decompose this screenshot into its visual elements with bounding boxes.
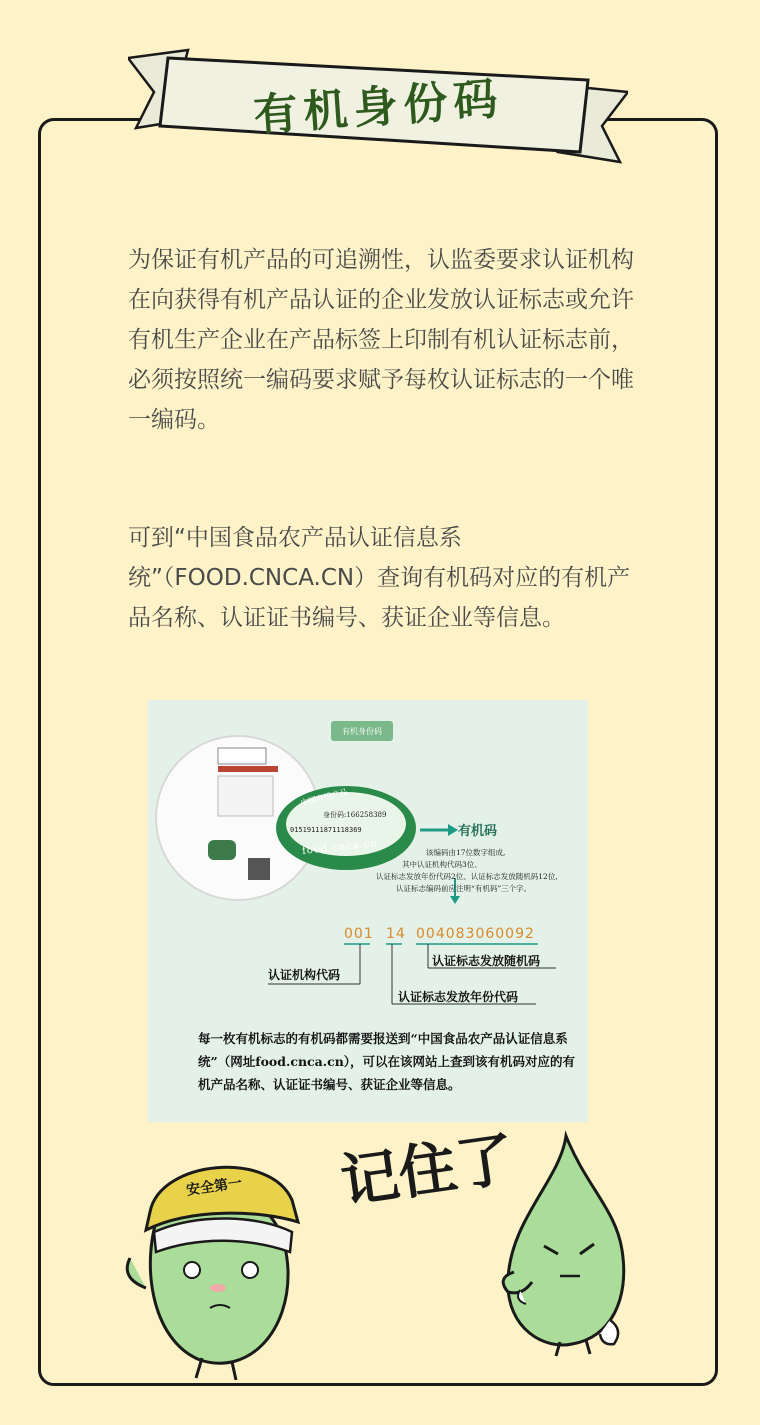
query-paragraph: 可到“中国食品农产品认证信息系统”（FOOD.CNCA.CN）查询有机码对应的有机产品名称、认证证书编号、获证企业等信息。 <box>128 525 631 631</box>
leaf-character <box>490 1130 640 1360</box>
code-random-part: 004083060092 <box>416 926 535 942</box>
arrow-label: 有机码 <box>458 824 498 839</box>
seal-top-text: 中国有机产品 <box>299 787 349 808</box>
code-org-part: 001 <box>344 926 374 942</box>
infographic-footer: 每一枚有机标志的有机码都需要报送到“中国食品农产品认证信息系统”（网址food.cnca.cn），可以在该网站上查到该有机码对应的有机产品名称、认证证书编号、获证企业等信息。 <box>198 1031 576 1092</box>
label-year-code: 认证标志发放年份代码 <box>398 990 519 1004</box>
seal-url: food.cnca.cn <box>301 838 379 857</box>
helmet-text: 安全第一 <box>185 1175 243 1199</box>
helmet-character <box>120 1140 320 1380</box>
explain-line-2: 其中认证机构代码3位、 <box>402 860 482 869</box>
intro-paragraph: 为保证有机产品的可追溯性，认监委要求认证机构在向获得有机产品认证的企业发放认证标志或允许有机生产企业在产品标签上印制有机认证标志前，必须按照统一编码要求赋予每枚认证标志的一个唯一编码。 <box>128 247 634 433</box>
explain-line-1: 该编码由17位数字组成, <box>426 848 506 857</box>
explain-line-3: 认证标志发放年份代码2位、认证标志发放随机码12位, <box>376 872 558 881</box>
infographic-tag: 有机身份码 <box>331 721 393 741</box>
remember-text: 记住了 <box>336 1124 519 1216</box>
organic-code-infographic <box>148 700 588 1122</box>
leaf-character-drawing <box>490 1130 640 1360</box>
title-banner <box>128 40 628 170</box>
label-random-code: 认证标志发放随机码 <box>432 954 541 968</box>
explain-line-4: 认证标志编码前应注明“有机码”三个字。 <box>396 884 532 893</box>
code-year-part: 14 <box>386 926 406 942</box>
seal-number: 01519111871118369 <box>290 826 362 834</box>
label-org-code: 认证机构代码 <box>268 968 341 982</box>
banner-title: 有机身份码 <box>252 73 505 142</box>
seal-code-label: 身份码:166258389 <box>323 811 387 819</box>
